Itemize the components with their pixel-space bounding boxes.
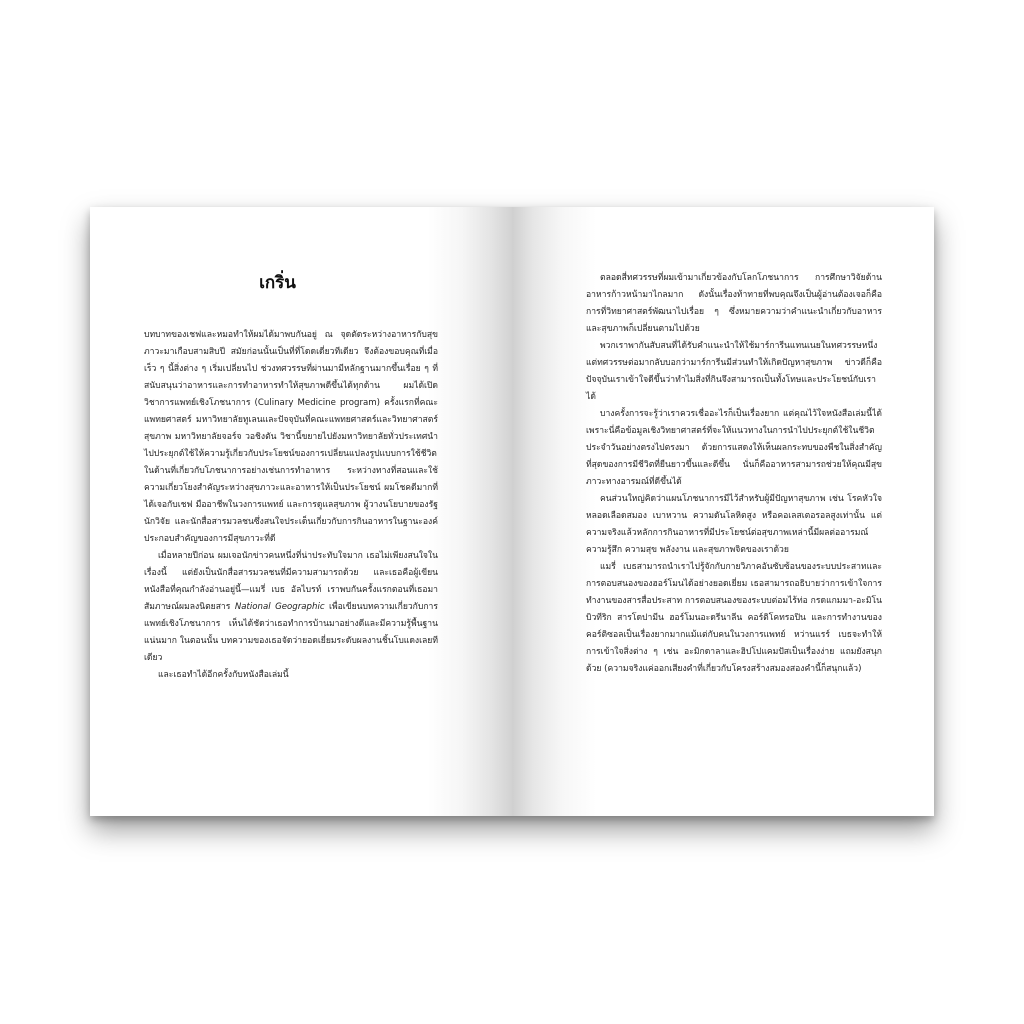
paragraph: และเธอทำได้อีกครั้งกับหนังสือเล่มนี้ [158,670,289,680]
right-page-body [586,270,882,678]
left-page-body [144,327,438,684]
paragraph: บทบาทของเชฟและหมอทำให้ผมได้มาพบกันอยู่ ณ จุดตัดระหว่างอาหารกับสุขภาวะมาเกือบสามสิบปี สมัยก่อนนั้นเป็นที่ที่โดดเดี่ยวทีเดียว จึงต้องขอบคุณที่เมื่อเร็ว ๆ นี้สิ่งต่าง ๆ เริ่มเปลี่ยนไป ช่วงทศวรรษที่ผ่านมามีหลักฐานมากขึ้นเรื่อย ๆ ที่สนับสนุนว่าอาหารและการทำอาหารทำให้สุขภาพดีขึ้นได้ทุกด้าน ผมได้เปิดวิชาการแพทย์เชิงโภชนาการ (Culinary Medicine program) ครั้งแรกที่คณะแพทยศาสตร์ มหาวิทยาลัยทูเลนและปัจจุบันที่คณะแพทยศาสตร์และวิทยาศาสตร์สุขภาพ มหาวิทยาลัยจอร์จ วอชิงตัน วิชานี้ขยายไปยังมหาวิทยาลัยทั่วประเทศนำไปประยุกต์ใช้ให้ความรู้เกี่ยวกับประโยชน์ของการเปลี่ยนแปลงรูปแบบการใช้ชีวิตในด้านที่เกี่ยวกับโภชนาการอย่างเช่นการทำอาหาร ระหว่างทางที่สอนและใช้ความเกี่ยวโยงสำคัญระหว่างสุขภาวะและอาหารให้เป็นประโยชน์ ผมโชคดีมากที่ได้เจอกับเชฟ มืออาชีพในวงการแพทย์ และการดูแลสุขภาพ ผู้วางนโยบายของรัฐ นักวิจัย และนักสื่อสารมวลชนซึ่งสนใจประเด็นเกี่ยวกับการกินอาหารในฐานะองค์ประกอบสำคัญของการมีสุขภาวะที่ดี [144,330,438,544]
paragraph-text: เพื่อเขียนบทความเกี่ยวกับการแพทย์เชิงโภชนาการ เห็นได้ชัดว่าเธอทำการบ้านมาอย่างดีและมีความรู้พื้นฐานแน่นมาก ในตอนนั้น บทความของเธอจัดว่ายอดเยี่ยมระดับผลงานชิ้นโบแดงเลยทีเดียว [144,602,438,663]
chapter-title: เกริ่น [259,273,296,293]
paragraph [144,548,438,667]
open-book [90,207,934,816]
paragraph: ตลอดสี่ทศวรรษที่ผมเข้ามาเกี่ยวข้องกับโลกโภชนาการ การศึกษาวิจัยด้านอาหารก้าวหน้ามาไกลมาก ดังนั้นเรื่องท้าทายที่พบคุณจึงเป็นผู้อ่านต้องเจอก็คือ การที่วิทยาศาสตร์พัฒนาไปเรื่อย ๆ ซึ่งหมายความว่าคำแนะนำเกี่ยวกับอาหารและสุขภาพก็เปลี่ยนตามไปด้วย [586,273,882,334]
left-page [90,207,512,816]
magazine-title: National Geographic [234,602,325,612]
paragraph: บางครั้งการจะรู้ว่าเราควรเชื่ออะไรก็เป็นเรื่องยาก แต่คุณไว้ใจหนังสือเล่มนี้ได้ เพราะนี่คือข้อมูลเชิงวิทยาศาสตร์ที่จะให้แนวทางในการนำไปประยุกต์ใช้ในชีวิตประจำวันอย่างตรงไปตรงมา ด้วยการแสดงให้เห็นผลกระทบของพืชในสิ่งสำคัญที่สุดของการมีชีวิตที่ยืนยาวขึ้นและดีขึ้น นั่นก็คืออาหารสามารถช่วยให้คุณมีสุขภาวะทางอารมณ์ที่ดีขึ้นได้ [586,409,882,487]
right-page [512,207,934,816]
paragraph: พวกเราพากันสับสนที่ได้รับคำแนะนำให้ใช้มาร์การีนแทนเนยในทศวรรษหนึ่ง แต่ทศวรรษต่อมากลับบอกว่ามาร์การีนมีส่วนทำให้เกิดปัญหาสุขภาพ ข่าวดีก็คือปัจจุบันเราเข้าใจดีขึ้นว่าทำไมสิ่งที่กินจึงสามารถเป็นทั้งโทษและประโยชน์กับเราได้ [586,341,882,402]
paragraph: แมรี่ เบธสามารถนำเราไปรู้จักกับกายวิภาคอันซับซ้อนของระบบประสาทและการตอบสนองของฮอร์โมนได้อย่างยอดเยี่ยม เธอสามารถอธิบายว่าการเข้าใจการทำงานของสารสื่อประสาท การตอบสนองของระบบต่อมไร้ท่อ กรดแกมมา-อะมิโนบิวทีริก สารโดปามีน ฮอร์โมนอะดรีนาลีน คอร์ติโคทรอปิน และการทำงานของคอร์ติซอลเป็นเรื่องยากมากแม้แต่กับคนในวงการแพทย์ หว่านแรร์ เบธจะทำให้การเข้าใจสิ่งต่าง ๆ เช่น อะมิกดาลาและฮิปโปแคมปัสเป็นเรื่องง่าย แถมยังสนุกด้วย (ความจริงแค่ออกเสียงคำที่เกี่ยวกับโครงสร้างสมองสองคำนี้ก็สนุกแล้ว) [586,562,882,674]
paragraph: คนส่วนใหญ่คิดว่าแผนโภชนาการมีไว้สำหรับผู้มีปัญหาสุขภาพ เช่น โรคหัวใจ หลอดเลือดสมอง เบาหวาน ความดันโลหิตสูง หรือคอเลสเตอรอลสูงเท่านั้น แต่ความจริงแล้วหลักการกินอาหารที่มีประโยชน์ต่อสุขภาพเหล่านี้มีผลต่ออารมณ์ความรู้สึก ความสุข พลังงาน และสุขภาพจิตของเราด้วย [586,494,882,555]
paragraph-text: เมื่อหลายปีก่อน ผมเจอนักข่าวคนหนึ่งที่น่าประทับใจมาก เธอไม่เพียงสนใจในเรื่องนี้ แต่ยังเป็นนักสื่อสารมวลชนที่มีความสามารถด้วย และเธอคือผู้เขียนหนังสือที่คุณกำลังอ่านอยู่นี้—แมรี่ เบธ อัลไบรท์ เราพบกันครั้งแรกตอนที่เธอมาสัมภาษณ์ผมลงนิตยสาร [144,551,438,612]
